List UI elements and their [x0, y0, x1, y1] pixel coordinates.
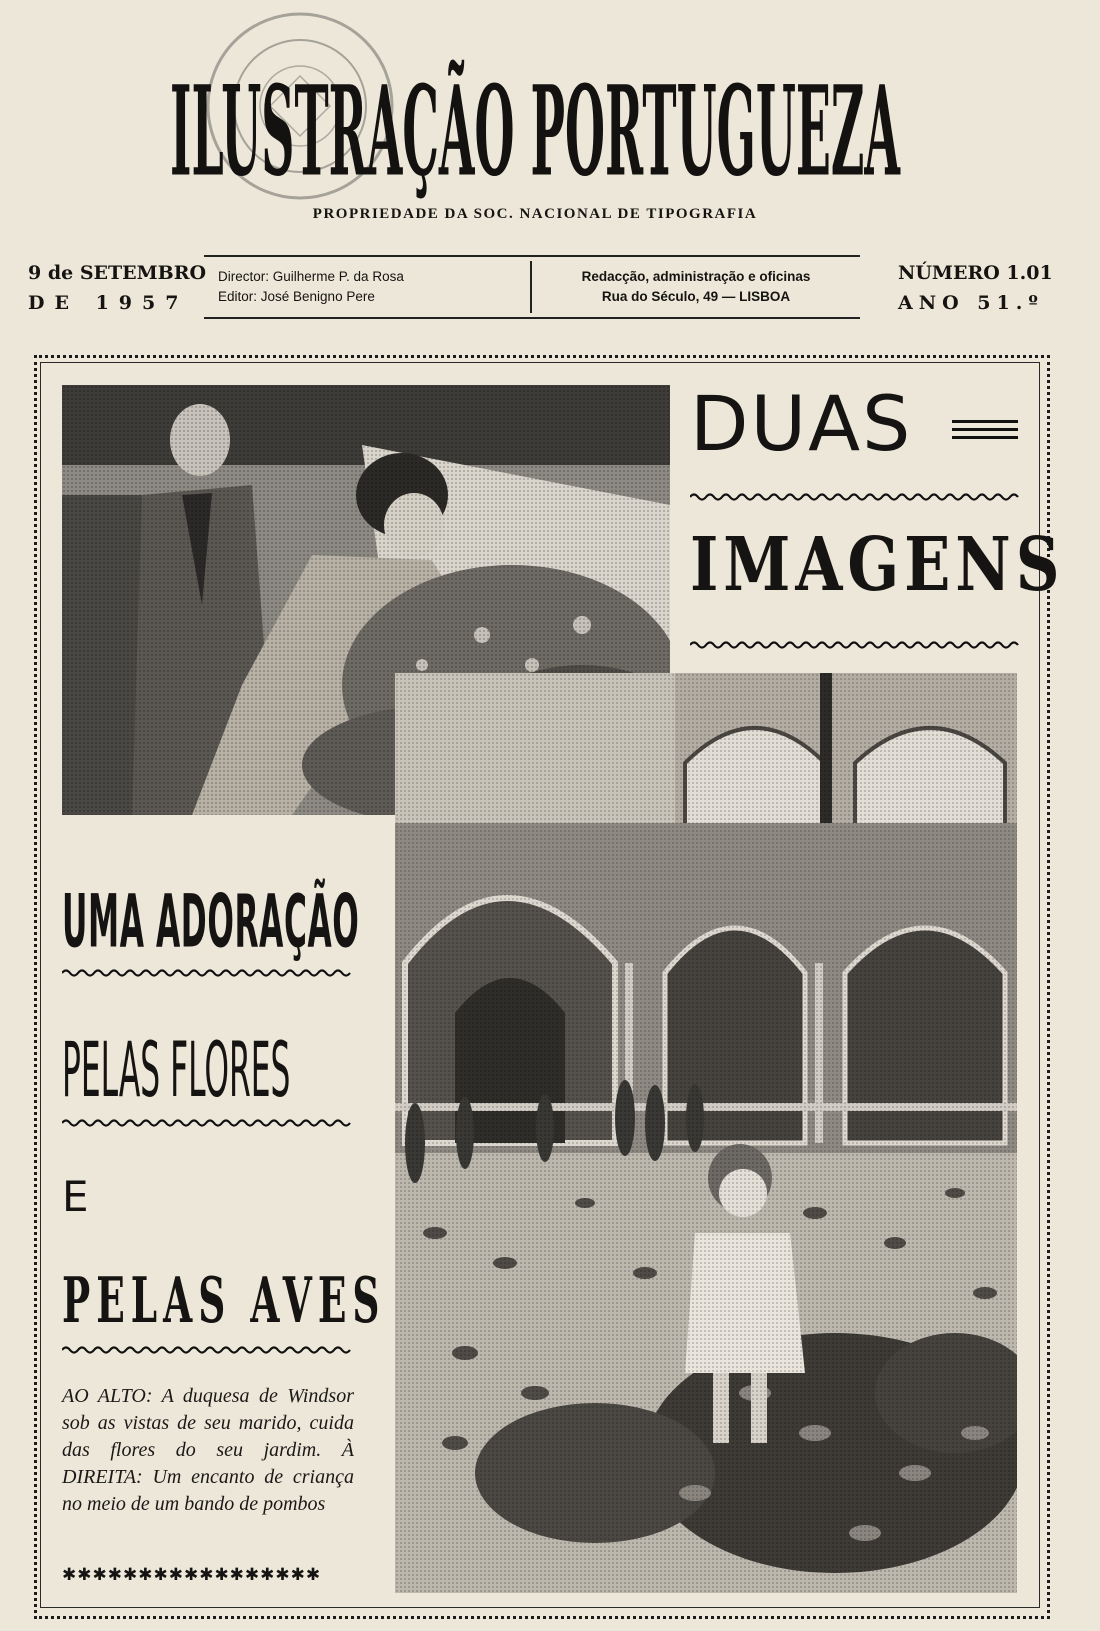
wavy-rule-4	[62, 1118, 354, 1128]
wavy-rule-3	[62, 968, 354, 978]
staff-box	[204, 255, 860, 319]
title-rule-lines	[952, 420, 1018, 444]
wavy-rule-2	[690, 640, 1020, 650]
office-line1: Redacção, administração e oficinas	[581, 269, 811, 284]
staff-names	[218, 267, 518, 307]
headline-pelas-aves: PELAS AVES	[62, 1263, 386, 1337]
masthead-title-svg	[150, 40, 920, 200]
headline-pelas-flores: PELAS FLORES	[62, 1026, 291, 1115]
feature-title-word1: DUAS	[690, 379, 913, 468]
office-address	[540, 267, 852, 307]
issue-date	[28, 258, 206, 318]
office-line2: Rua do Século, 49 — LISBOA	[601, 289, 791, 304]
issue-date-line2: DE 1957	[28, 292, 189, 314]
wavy-rule-1	[690, 492, 1020, 502]
staff-divider	[530, 261, 532, 313]
photo-child-pigeons	[395, 673, 1017, 1593]
caption-stars-rule: ✱✱✱✱✱✱✱✱✱✱✱✱✱✱✱✱✱	[62, 1565, 322, 1585]
feature-title-word2: IMAGENS	[690, 522, 1065, 608]
issue-year-line: ANO 51.º	[898, 292, 1044, 314]
headline-uma-adoracao: UMA ADORAÇÃO	[62, 880, 360, 965]
issue-date-line1: 9 de SETEMBRO	[28, 262, 207, 284]
issue-number-line1: NÚMERO 1.01	[898, 262, 1053, 284]
wavy-rule-5	[62, 1345, 354, 1355]
issue-number	[898, 258, 1053, 318]
proprietor-line: PROPRIEDADE DA SOC. NACIONAL DE TIPOGRAFIA	[312, 206, 758, 222]
masthead-title: ILUSTRAÇÃO PORTUGUEZA	[170, 57, 901, 200]
masthead-container	[150, 40, 920, 200]
photo-caption: AO ALTO: A duquesa de Windsor sob as vistas de seu marido, cuida das flores do seu jardim. À DIREITA: Um encanto de criança no meio de um bando de pombos	[62, 1385, 354, 1515]
director-line: Director: Guilherme P. da Rosa	[218, 269, 404, 284]
editor-line: Editor: José Benigno Pere	[218, 289, 375, 304]
headline-e: E	[62, 1172, 89, 1221]
